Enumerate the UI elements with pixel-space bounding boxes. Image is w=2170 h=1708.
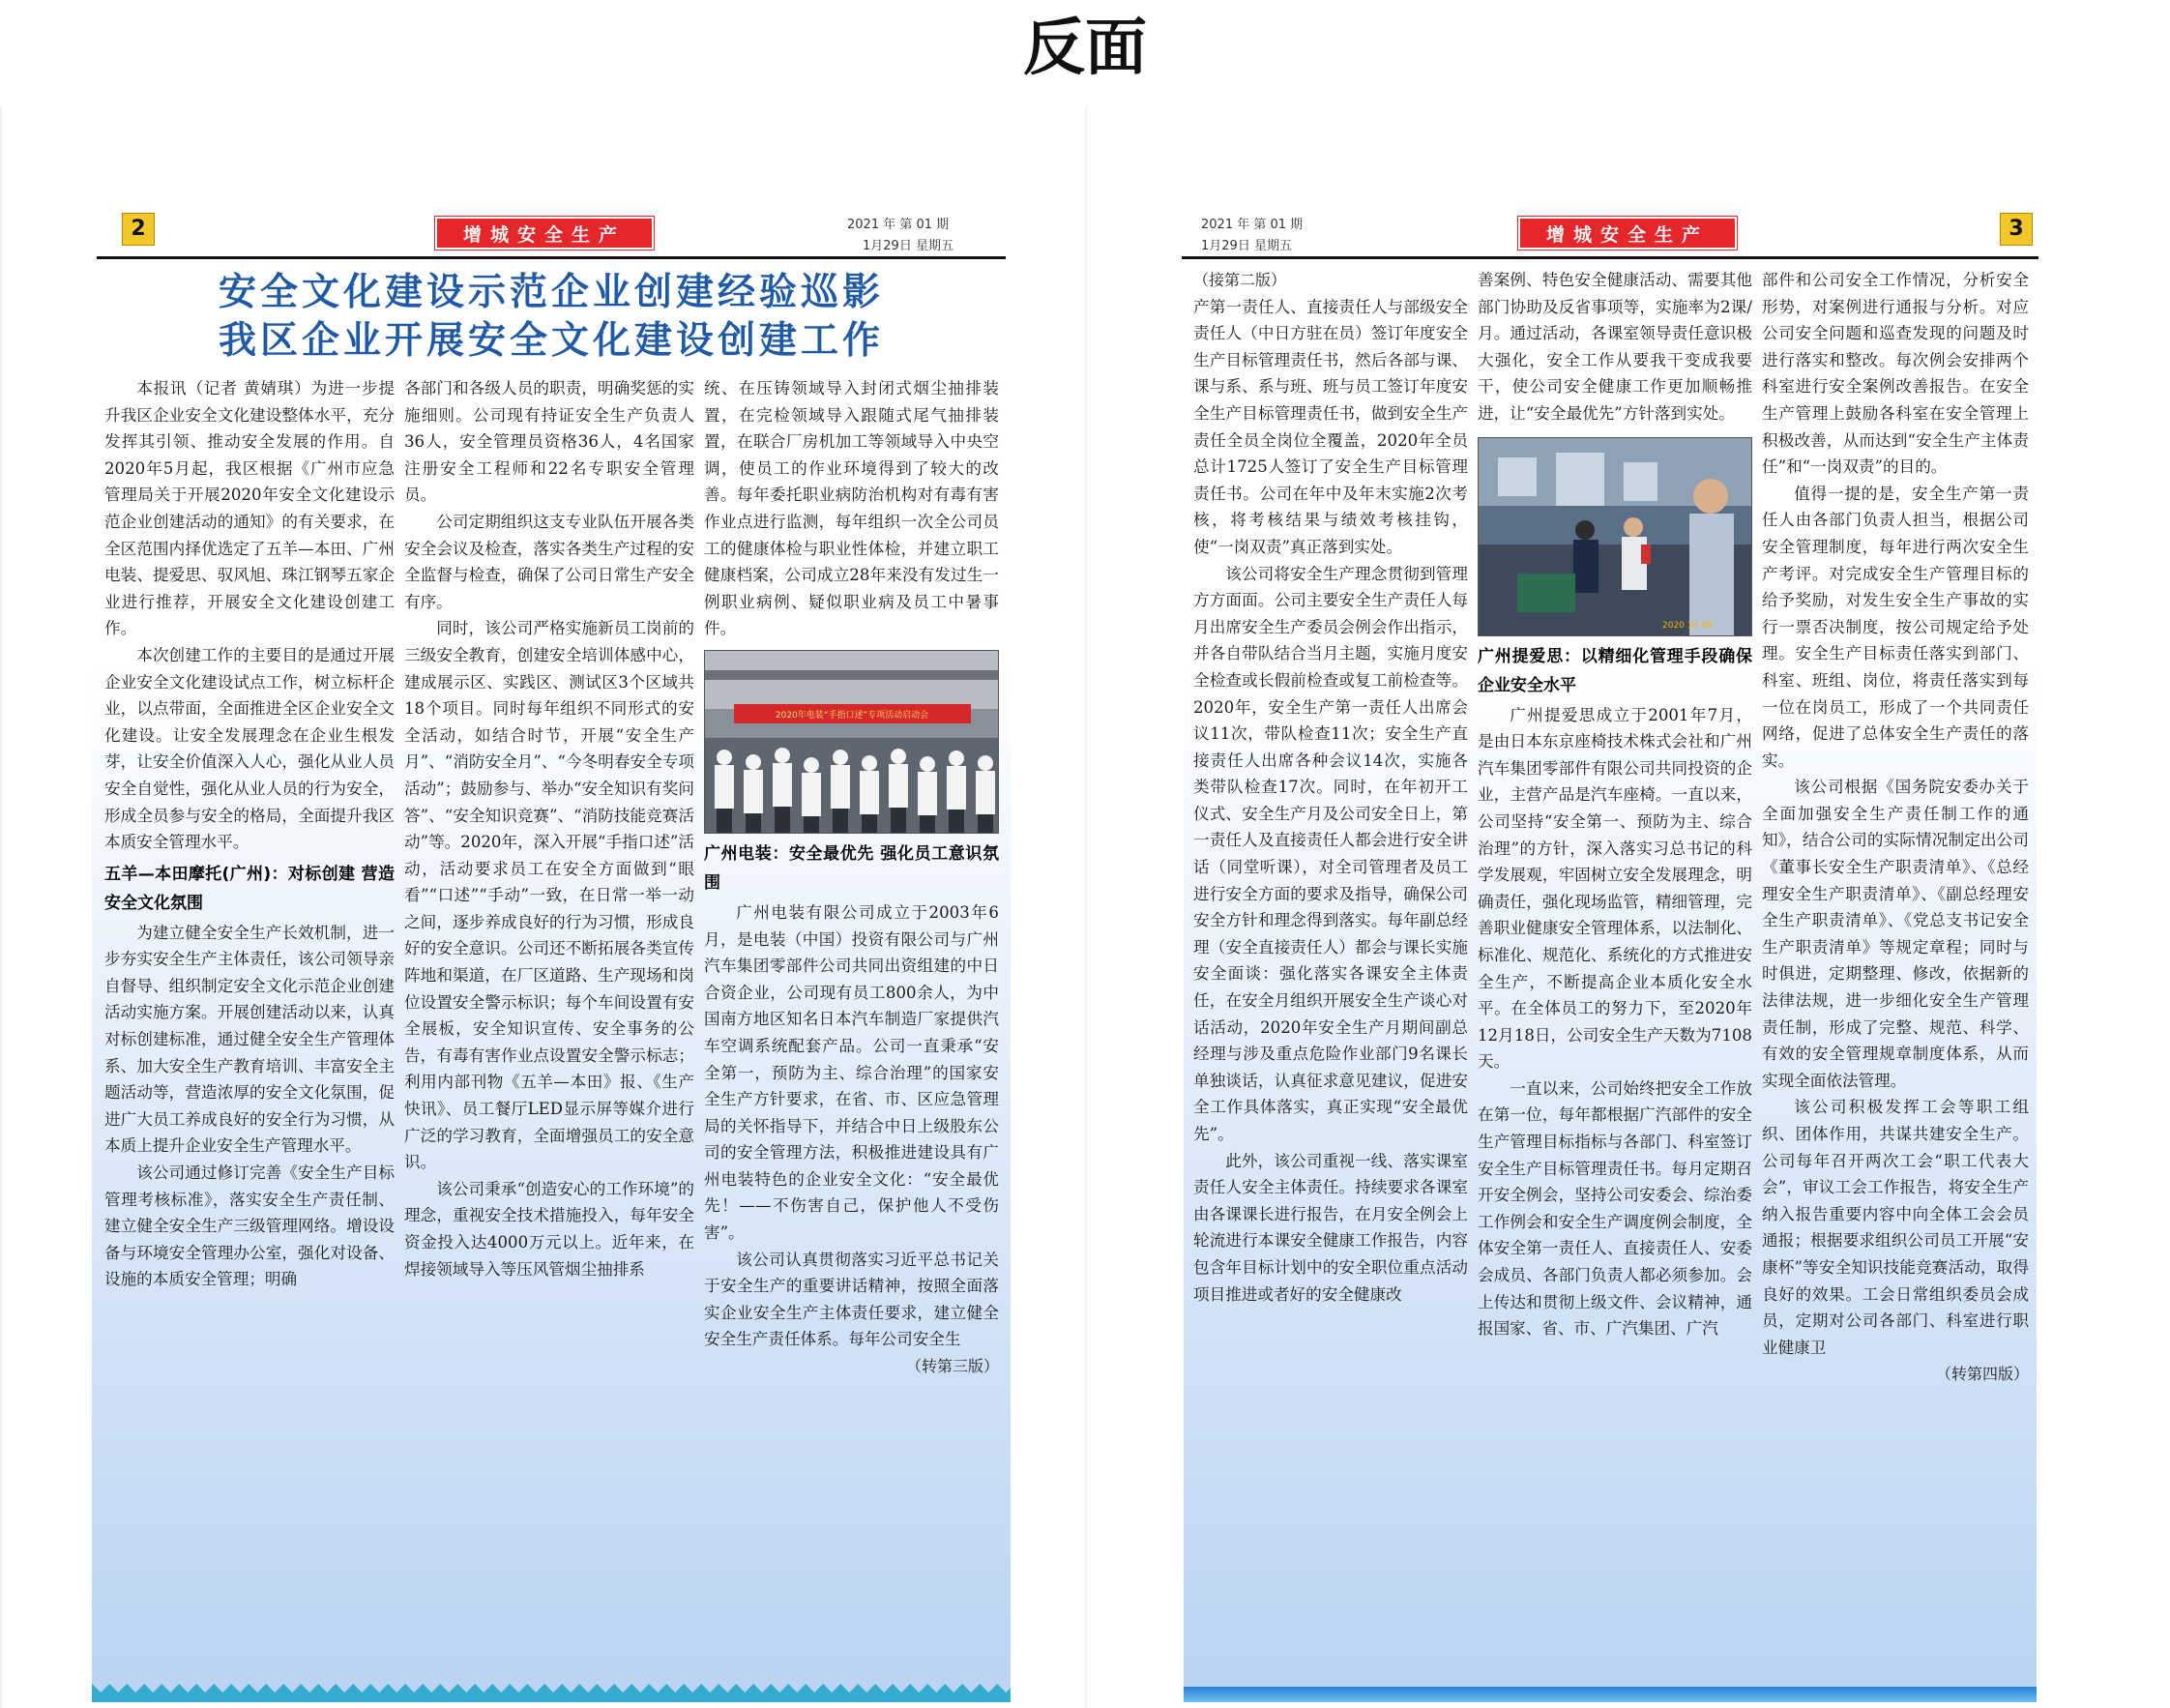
paragraph: 该公司根据《国务院安委办关于全面加强安全生产责任制工作的通知》，结合公司的实际情况制定出公司《董事长安全生产职责清单》、《总经理安全生产职责清单》、《副总经理安全生产职责清单》、《党总支书记安全生产职责清单》等规定章程；同时与时俱进，定期整理、修改，依据新的法律法规，进一步细化安全生产管理责任制，形成了完整、规范、科学、有效的安全管理规章制度体系，从而实现全面依法管理。 — [1762, 778, 2029, 1090]
paragraph: 该公司秉承“创造安心的工作环境”的理念，重视安全技术措施投入，每年安全资金投入达4000万元以上。近年来，在焊接领域导入等压风管烟尘抽排系 — [404, 1179, 694, 1279]
issue-line: 2021 年 第 01 期 — [847, 218, 950, 232]
paragraph: 该公司认真贯彻落实习近平总书记关于安全生产的重要讲话精神，按照全面落实企业安全生产主体责任要求，建立健全安全生产责任体系。每年公司安全生 — [704, 1250, 999, 1349]
paragraph: 本次创建工作的主要目的是通过开展企业安全文化建设试点工作，树立标杆企业，以点带面，全面推进全区企业安全文化建设。让安全发展理念在企业生根发芽，让安全价值深入人心，强化从业人员安全自觉性，强化从业人员的行为安全，形成全员参与安全的格局，全面提升我区本质安全管理水平。 — [104, 645, 395, 852]
masthead-banner: 增城安全生产 — [1518, 217, 1737, 250]
masthead-banner: 增城安全生产 — [435, 217, 654, 250]
paragraph: 此外，该公司重视一线、落实课室责任人安全主体责任。持续要求各课室由各课课长进行报告，在月安全例会上轮流进行本课安全健康工作报告，内容包含年目标计划中的安全职位重点活动项目推进或者好的安全健康改 — [1193, 1151, 1468, 1304]
section-subhead: 广州提爱思：以精细化管理手段确保企业安全水平 — [1478, 646, 1752, 695]
masthead-rule — [97, 256, 1006, 259]
newspaper-spread — [0, 106, 2170, 1708]
paragraph: 产第一责任人、直接责任人与部级安全责任人（中日方驻在员）签订年度安全生产目标管理责任书，然后各部与课、课与系、系与班、班与员工签订年度安全生产目标管理责任书，做到安全生产责任全员全岗位全覆盖，2020年全员总计1725人签订了安全生产目标管理责任书。公司在年中及年末实施2次考核，将考核结果与绩效考核挂钩，使“一岗双责”真正落到实处。 — [1193, 297, 1468, 556]
page-number: 3 — [2000, 213, 2033, 246]
paragraph: 该公司通过修订完善《安全生产目标管理考核标准》，落实安全生产责任制、建立健全安全生产三级管理网络。增设设备与环境安全管理办公室，强化对设备、设施的本质安全管理；明确 — [104, 1163, 395, 1289]
factory-inspection-image — [1479, 438, 1752, 636]
page-2 — [2, 106, 1085, 1708]
page-number: 2 — [122, 213, 155, 246]
paragraph: 公司定期组织这支专业队伍开展各类安全会议及检查，落实各类生产过程的安全监督与检查，确保了公司日常生产安全有序。 — [404, 512, 694, 611]
paragraph: 该公司将安全生产理念贯彻到管理方方面面。公司主要安全生产责任人每月出席安全生产委员会例会作出指示，并各自带队结合当月主题，实施月度安全检查或长假前检查或复工前检查等。2020年，安全生产第一责任人出席会议11次，带队检查11次；安全生产直接责任人出席各种会议14次，实施各类带队检查17次。同时，在年初开工仪式、安全生产月及公司安全日上，第一责任人及直接责任人都会进行安全讲话（同堂听课），对全司管理者及员工进行安全方面的要求及指导，确保公司安全方针和理念得到落实。每年副总经理（安全直接责任人）都会与课长实施安全面谈：强化落实各课安全主体责任，在安全月组织开展安全生产谈心对话活动，2020年安全生产月期间副总经理与涉及重点危险作业部门9名课长单独谈话，认真征求意见建议，促进安全工作具体落实，真正实现“安全最优先”。 — [1193, 564, 1468, 1143]
paragraph: 同时，该公司严格实施新员工岗前的三级安全教育，创建安全培训体感中心，建成展示区、实践区、测试区3个区域共18个项目。同时每年组织不同形式的安全活动，如结合时节，开展“安全生产月”、“消防安全月”、“今冬明春安全专项活动”；鼓励参与、举办“安全知识有奖问答”、“安全知识竞赛”、“消防技能竞赛活动”等。2020年，深入开展“手指口述”活动，活动要求员工在安全方面做到“眼看”“口述”“手动”一致，在日常一举一动之间，逐步养成良好的行为习惯，形成良好的安全意识。公司还不断拓展各类宣传阵地和渠道，在厂区道路、生产现场和岗位设置安全警示标识；每个车间设置有安全展板，安全知识宣传、安全事务的公告，有毒有害作业点设置安全警示标志；利用内部刊物《五羊—本田》报、《生产快讯》、员工餐厅LED显示屏等媒介进行广泛的学习教育，全面增强员工的安全意识。 — [404, 619, 694, 1172]
column-3 — [704, 375, 999, 1380]
paragraph: 各部门和各级人员的职责，明确奖惩的实施细则。公司现有持证安全生产负责人36人，安全管理员资格36人，4名国家注册安全工程师和22名专职安全管理员。 — [404, 379, 694, 505]
photo-banner-text: 2020年电装“手指口述”专项活动启动会 — [775, 710, 929, 721]
column-2 — [404, 375, 694, 1282]
photo-date-stamp: 2020 10 09 — [1662, 620, 1713, 631]
decorative-border — [1184, 1687, 2037, 1702]
paragraph: 一直以来，公司始终把安全工作放在第一位，每年都根据广汽部件的安全生产管理目标指标与各部门、科室签订安全生产目标管理责任书。每月定期召开安全例会，坚持公司安委会、综治委工作例会和安全生产调度例会制度，全体安全第一责任人、直接责任人、安委会成员、各部门负责人都必须参加。会上传达和贯彻上级文件、会议精神，通报国家、省、市、广汽集团、广汽 — [1478, 1078, 1752, 1339]
decorative-border — [92, 1683, 1011, 1702]
factory-meeting-image — [705, 651, 999, 834]
article-body — [1184, 261, 2037, 1702]
article-body — [92, 261, 1011, 1702]
headline-line1: 安全文化建设示范企业创建经验巡影 — [218, 271, 884, 314]
paragraph: 值得一提的是，安全生产第一责任人由各部门负责人担当，根据公司安全管理制度，每年进行两次安全生产考评。对完成安全生产管理目标的给予奖励，对发生安全生产事故的实行一票否决制度，按公司规定给予处理。安全生产目标责任落实到部门、科室、班组、岗位，将责任落实到每一位在岗员工，形成了一个共同责任网络，促进了总体安全生产责任的落实。 — [1762, 484, 2029, 770]
paragraph: 该公司积极发挥工会等职工组织、团体作用，共谋共建安全生产。公司每年召开两次工会“职工代表大会”，审议工会工作报告，将安全生产纳入报告重要内容中向全体工会会员通报；根据要求组织公司员工开展“安康杯”等安全知识技能竞赛活动，取得良好的效果。工会日常组织委员会成员，定期对公司各部门、科室进行职业健康卫 — [1762, 1098, 2029, 1357]
paragraph: 为建立健全安全生产长效机制，进一步夯实安全生产主体责任，该公司领导亲自督导、组织制定安全文化示范企业创建活动实施方案。开展创建活动以来，认真对标创建标准，通过健全安全生产管理体系、加大安全生产教育培训、丰富安全主题活动等，营造浓厚的安全文化氛围，促进广大员工养成良好的安全行为习惯，从本质上提升企业安全生产管理水平。 — [104, 923, 395, 1156]
masthead-rule — [1182, 256, 2038, 259]
headline-line2: 我区企业开展安全文化建设创建工作 — [218, 319, 884, 363]
column-1 — [1193, 267, 1468, 1308]
meeting-photo — [704, 650, 999, 834]
column-2 — [1478, 267, 1752, 1342]
continued-note: （转第四版） — [1935, 1365, 2029, 1384]
page-3 — [1087, 106, 2170, 1708]
continued-note: （转第三版） — [905, 1357, 999, 1376]
issue-line: 2021 年 第 01 期 — [1201, 218, 1304, 232]
paragraph: 部件和公司安全工作情况，分析安全形势，对案例进行通报与分析。对应公司安全问题和巡查发现的问题及时进行落实和整改。每次例会安排两个科室进行安全案例改善报告。在安全生产管理上鼓励各科室在安全管理上积极改善，从而达到“安全生产主体责任”和“一岗双责”的目的。 — [1762, 271, 2029, 477]
paragraph: 善案例、特色安全健康活动、需要其他部门协助及反省事项等，实施率为2课/月。通过活动，各课室领导责任意识极大强化，安全工作从要我干变成我要干，使公司安全健康工作更加顺畅推进，让“安全最优先”方针落到实处。 — [1478, 271, 1752, 423]
inspection-photo — [1478, 437, 1752, 636]
continued-from-note: （接第二版） — [1193, 271, 1287, 289]
paragraph: 广州电装有限公司成立于2003年6月，是电装（中国）投资有限公司与广州汽车集团零部件公司共同出资组建的中日合资企业，公司现有员工800余人，为中国南方地区知名日本汽车制造厂家提供汽车空调系统配套产品。公司一直秉承“安全第一，预防为主、综合治理”的国家安全生产方针要求，在省、市、区应急管理局的关怀指导下，并结合中日上级股东公司的安全管理方法，积极推进建设具有广州电装特色的企业安全文化：“安全最优先！——不伤害自己，保护他人不受伤害”。 — [704, 902, 999, 1243]
paragraph: 本报讯（记者 黄婧琪）为进一步提升我区企业安全文化建设整体水平，充分发挥其引领、推动安全发展的作用。自2020年5月起，我区根据《广州市应急管理局关于开展2020年安全文化建设示范企业创建活动的通知》的有关要求，在全区范围内择优选定了五羊—本田、广州电装、提爱思、驭风旭、珠江钢琴五家企业进行推荐，开展安全文化建设创建工作。 — [104, 379, 395, 638]
paragraph: 广州提爱思成立于2001年7月，是由日本东京座椅技术株式会社和广州汽车集团零部件有限公司共同投资的企业，主营产品是汽车座椅。一直以来，公司坚持“安全第一、预防为主、综合治理”的方针，深入落实习总书记的科学发展观，牢固树立安全发展理念，明确责任，强化现场监管，精细管理，完善职业健康安全管理体系，以法制化、标准化、规范化、系统化的方式推进安全生产，不断提高企业本质化安全水平。在全体员工的努力下，至2020年12月18日，公司安全生产天数为7108天。 — [1478, 705, 1752, 1072]
column-3 — [1762, 267, 2029, 1388]
paragraph: 统、在压铸领域导入封闭式烟尘抽排装置，在完检领域导入跟随式尾气抽排装置，在联合厂房机加工等领域导入中央空调，使员工的作业环境得到了较大的改善。每年委托职业病防治机构对有毒有害作业点进行监测，每年组织一次全公司员工的健康体检与职业性体检，并建立职工健康档案，公司成立28年来没有发过生一例职业病例、疑似职业病及员工中暑事件。 — [704, 379, 999, 638]
date-line: 1月29日 星期五 — [863, 239, 953, 253]
column-1 — [104, 375, 395, 1293]
date-line: 1月29日 星期五 — [1201, 239, 1292, 253]
section-subhead: 五羊—本田摩托(广州)：对标创建 营造安全文化氛围 — [104, 864, 395, 913]
sheet-heading: 反面 — [1023, 13, 1147, 84]
section-subhead: 广州电装：安全最优先 强化员工意识氛围 — [704, 843, 999, 893]
